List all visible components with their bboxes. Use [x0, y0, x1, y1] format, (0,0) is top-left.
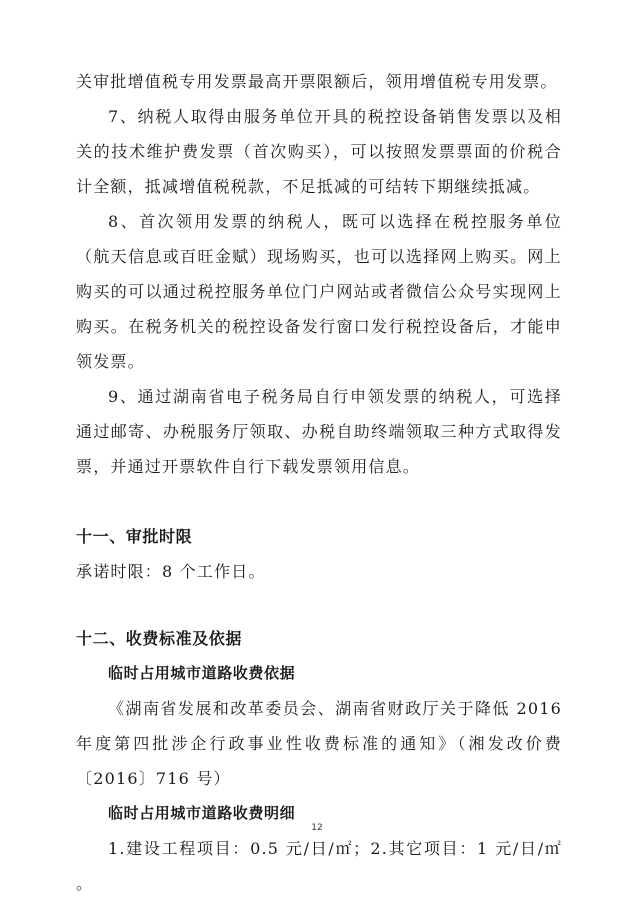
paragraph-continuation: 关审批增值税专用发票最高开票限额后，领用增值税专用发票。 [76, 72, 558, 91]
section-12-heading: 十二、收费标准及依据 [76, 629, 243, 648]
spacer [76, 589, 562, 621]
fee-detail-text: 1.建设工程项目：0.5 元/日/㎡；2.其它项目：1 元/日/㎡ 。 [76, 839, 562, 893]
page-number: 12 [311, 823, 323, 833]
fee-detail-title: 临时占用城市道路收费明细 [108, 804, 296, 822]
spacer [76, 484, 562, 519]
fee-basis-title: 临时占用城市道路收费依据 [108, 664, 296, 682]
fee-basis-text: 《湖南省发展和改革委员会、湖南省财政厅关于降低 2016 年度第四批涉企行政事业性收费标准的通知》（湘发改价费〔2016〕716 号） [76, 699, 562, 788]
paragraph-item-7: 7、纳税人取得由服务单位开具的税控设备销售发票以及相关的技术维护费发票（首次购买），可以按照发票票面的价税合计全额，抵减增值税税款，不足抵减的可结转下期继续抵减。 [76, 107, 562, 196]
document-body [76, 64, 562, 901]
section-11-text: 承诺时限：8 个工作日。 [76, 562, 266, 581]
section-11-heading: 十一、审批时限 [76, 527, 193, 546]
paragraph-item-8: 8、首次领用发票的纳税人，既可以选择在税控服务单位（航天信息或百旺金赋）现场购买，也可以选择网上购买。网上购买的可以通过税控服务单位门户网站或者微信公众号实现网上购买。在税务机关的税控设备发行窗口发行税控设备后，才能申领发票。 [76, 212, 562, 371]
paragraph-item-9: 9、通过湖南省电子税务局自行申领发票的纳税人，可选择通过邮寄、办税服务厅领取、办税自助终端领取三种方式取得发票，并通过开票软件自行下载发票领用信息。 [76, 387, 562, 476]
